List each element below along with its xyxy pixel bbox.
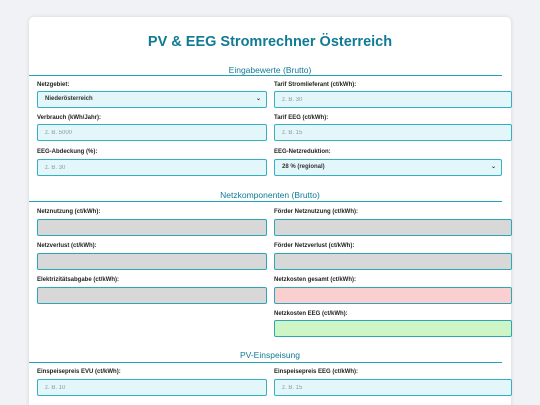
tarif-label: Tarif Stromlieferant (ct/kWh): <box>274 82 357 88</box>
elektrizitaetsabgabe-output <box>37 287 267 304</box>
page-title: PV & EEG Stromrechner Österreich <box>147 34 393 50</box>
abdeckung-label: EEG-Abdeckung (%): <box>37 149 98 155</box>
netzkosten-eeg-output <box>274 320 512 337</box>
netzkosten-eeg-label: Netzkosten EEG (ct/kWh): <box>274 311 348 317</box>
netznutzung-label: Netznutzung (ct/kWh): <box>37 209 101 215</box>
chevron-down-icon: ⌄ <box>255 96 261 102</box>
netzgebiet-select[interactable] <box>37 91 267 108</box>
foerder-netznutzung-label: Förder Netznutzung (ct/kWh): <box>274 209 358 215</box>
tarif-eeg-input[interactable] <box>274 124 512 141</box>
netzreduktion-label: EEG-Netzreduktion: <box>274 149 331 155</box>
einspeisepreis-eeg-input[interactable] <box>274 379 512 396</box>
tarif-eeg-label: Tarif EEG (ct/kWh): <box>274 115 329 121</box>
netzkosten-gesamt-label: Netzkosten gesamt (ct/kWh): <box>274 277 357 283</box>
section-divider <box>29 75 502 76</box>
netzgebiet-label: Netzgebiet: <box>37 82 70 88</box>
section-heading-pv: PV-Einspeisung <box>239 350 300 360</box>
einspeisepreis-evu-input[interactable] <box>37 379 267 396</box>
netznutzung-output <box>37 219 267 236</box>
verbrauch-label: Verbrauch (kWh/Jahr): <box>37 115 102 121</box>
foerder-netzverlust-output <box>274 253 512 270</box>
einspeisepreis-evu-label: Einspeisepreis EVU (ct/kWh): <box>37 369 121 375</box>
abdeckung-input[interactable] <box>37 159 267 176</box>
foerder-netzverlust-label: Förder Netzverlust (ct/kWh): <box>274 243 355 249</box>
netzkosten-gesamt-output <box>274 287 512 304</box>
elektrizitaetsabgabe-label: Elektrizitätsabgabe (ct/kWh): <box>37 277 120 283</box>
netzgebiet-selected-value: Niederösterreich <box>45 96 93 102</box>
section-divider <box>29 201 502 202</box>
section-heading-netz: Netzkomponenten (Brutto) <box>220 190 320 200</box>
einspeisepreis-eeg-label: Einspeisepreis EEG (ct/kWh): <box>274 369 359 375</box>
tarif-input[interactable] <box>274 91 512 108</box>
netzverlust-label: Netzverlust (ct/kWh): <box>37 243 97 249</box>
foerder-netznutzung-output <box>274 219 512 236</box>
calculator-card <box>29 17 511 405</box>
verbrauch-input[interactable] <box>37 124 267 141</box>
section-heading-eingabe: Eingabewerte (Brutto) <box>228 65 312 75</box>
netzreduktion-select[interactable] <box>274 159 502 176</box>
netzverlust-output <box>37 253 267 270</box>
section-divider <box>29 362 502 363</box>
netzreduktion-selected-value: 28 % (regional) <box>282 164 325 170</box>
chevron-down-icon: ⌄ <box>490 164 496 170</box>
